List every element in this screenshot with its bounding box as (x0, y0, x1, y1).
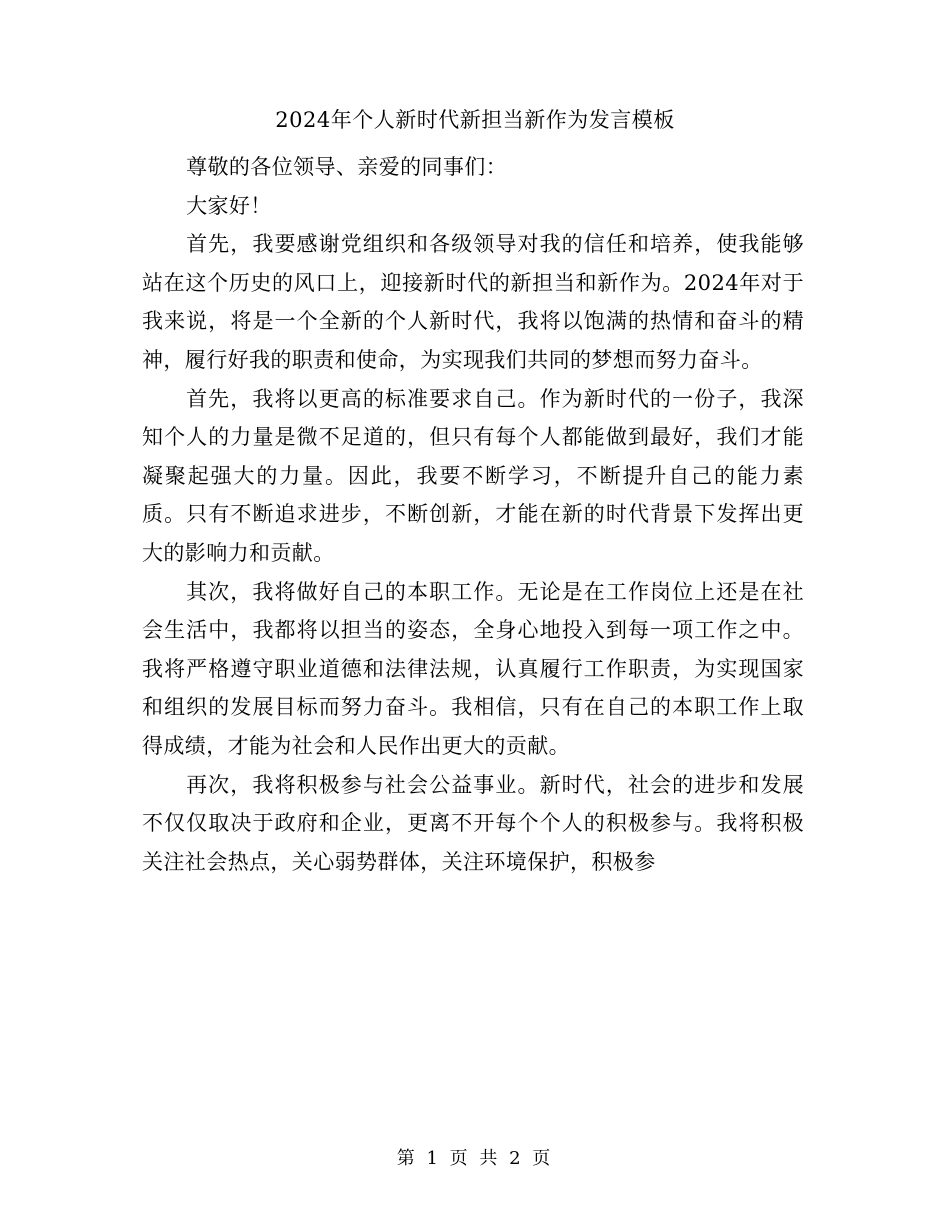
body-paragraph: 再次，我将积极参与社会公益事业。新时代，社会的进步和发展不仅仅取决于政府和企业，更离不开每个个人的积极参与。我将积极关注社会热点，关心弱势群体，关注环境保护，积极参 (142, 772, 804, 874)
page-number-footer: 第 1 页 共 2 页 (396, 1148, 554, 1169)
document-title: 2024年个人新时代新担当新作为发言模板 (275, 108, 675, 132)
salutation-paragraph: 尊敬的各位领导、亲爱的同事们： (186, 155, 508, 179)
body-paragraph: 首先，我要感谢党组织和各级领导对我的信任和培养，使我能够站在这个历史的风口上，迎接新时代的新担当和新作为。2024年对于我来说，将是一个全新的个人新时代，我将以饱满的热情和奋斗的精神，履行好我的职责和使命，为实现我们共同的梦想而努力奋斗。 (142, 232, 804, 372)
body-paragraph: 首先，我将以更高的标准要求自己。作为新时代的一份子，我深知个人的力量是微不足道的，但只有每个人都能做到最好，我们才能凝聚起强大的力量。因此，我要不断学习，不断提升自己的能力素质。只有不断追求进步，不断创新，才能在新的时代背景下发挥出更大的影响力和贡献。 (142, 386, 804, 565)
body-paragraph: 其次，我将做好自己的本职工作。无论是在工作岗位上还是在社会生活中，我都将以担当的姿态，全身心地投入到每一项工作之中。我将严格遵守职业道德和法律法规，认真履行工作职责，为实现国家和组织的发展目标而努力奋斗。我相信，只有在自己的本职工作上取得成绩，才能为社会和人民作出更大的贡献。 (142, 579, 804, 758)
greeting-paragraph: 大家好！ (186, 193, 272, 218)
document-body (142, 148, 804, 881)
